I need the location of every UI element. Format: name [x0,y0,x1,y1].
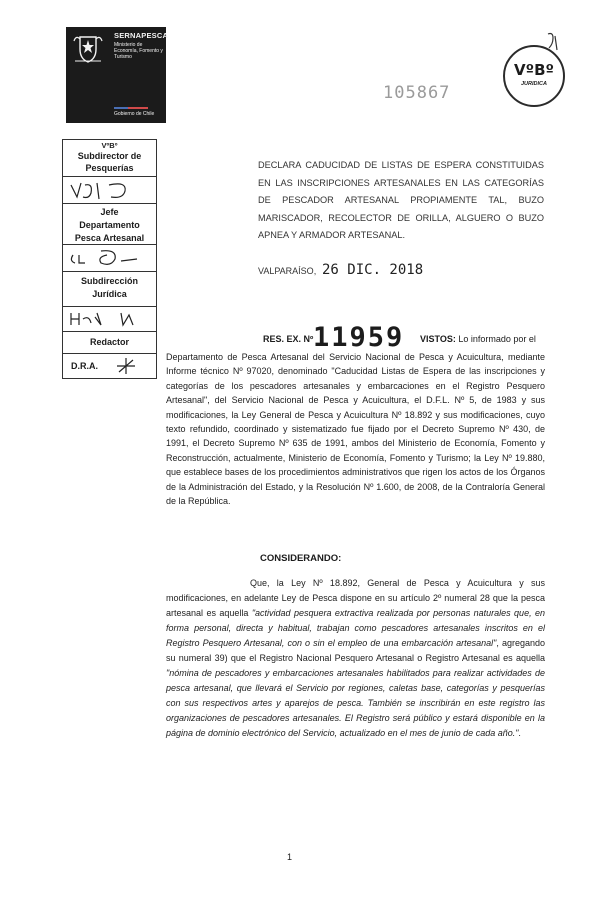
signature-row [63,245,156,272]
signature-row [63,307,156,332]
document-number: 105867 [383,83,451,103]
considerando-text-3: . [518,728,521,738]
signature-icon [113,356,139,376]
brand-name: SERNAPESCA [114,31,169,40]
approval-row-dra [63,354,156,378]
approval-label: Subdirector de Pesquerías [77,151,142,173]
approval-row-jefe [63,204,156,245]
vistos-first-text: Lo informado por el [458,334,536,344]
resolution-date: 26 DIC. 2018 [322,262,424,278]
government-label: Gobierno de Chile [114,111,155,117]
considerando-paragraph [166,576,545,741]
approval-table [62,139,157,379]
handwritten-mark-icon [545,30,561,52]
approval-row-juridica [63,272,156,307]
approval-label: Subdirección Jurídica [80,276,138,299]
flag-stripe-red [128,107,148,109]
vistos-heading: VISTOS: [420,334,456,344]
sernapesca-logo [66,27,169,123]
approval-row-redactor: Redactor [63,332,156,354]
signature-icon [67,179,147,201]
signature-icon [67,247,147,269]
approval-row-subdirector [63,140,156,177]
place-label: VALPARAÍSO, [258,266,317,276]
signature-row [63,177,156,204]
considerando-quote-2: "nómina de pescadores y embarcaciones artesanales habilitados para realizar actividades de pesca artesanal, que llevará el Servicio por regiones, caletas base, categorías y pesquerías con sus respectivos artes y aparejos de pesca. También se inscribirán en este registro las organizaciones de pescadores artesanales. El Registro será público y estará disponible en la página de dominio electrónico del Servicio, actualizado en el mes de junio de cada año." [166,668,545,738]
vistos-paragraph: Departamento de Pesca Artesanal del Servicio Nacional de Pesca y Acuicultura, mediante Informe técnico Nº 97020, denominado "Caducidad Listas de Espera de las inscripciones y categorías de los pescadores artesanales y embarcaciones en el Registro Pesquero Artesanal", del Servicio Nacional de Pesca y Acuicultura, el D.F.L. Nº 5, de 1983 y sus modificaciones, la Ley General de Pesca y Acuicultura Nº 18.892 y sus modificaciones, cuyo texto refundido, coordinado y sistematizado fue fijado por el Decreto Supremo Nº 430, de 1991, el Decreto Supremo Nº 635 de 1991, ambos del Ministerio de Economía, Fomento y Reconstrucción, actualmente, Ministerio de Economía, Fomento y Turismo; la Ley Nº 19.880, que establece bases de los procedimientos administrativos que rigen los actos de los Órganos de la Administración del Estado, y la Resolución Nº 1.600, de 2008, de la Contraloría General de la República. [166,352,545,507]
resolution-label: RES. EX. Nº [263,334,314,344]
resolution-title: DECLARA CADUCIDAD DE LISTAS DE ESPERA CONSTITUIDAS EN LAS INSCRIPCIONES ARTESANALES EN LAS CATEGORÍAS DE PESCADOR ARTESANAL PROPIAMENTE TAL, BUZO MARISCADOR, RECOLECTOR DE ORILLA, ALGUERO O BUZO APNEA Y ARMADOR ARTESANAL. [258,160,544,241]
flag-stripe-blue [114,107,128,109]
considerando-quote-1: "actividad pesquera extractiva realizada por personas naturales que, en forma personal, directa y habitual, trabajan como pescadores artesanales inscritos en el Registro Pesquero Artesanal, con o sin el empleo de una embarcación artesanal" [166,608,545,648]
ministry-name: Ministerio de Economía, Fomento y Turismo [114,42,163,60]
vistos-first-line [420,334,545,344]
considerando-text-1: Que, la Ley Nº 18.892, General de Pesca y Acuicultura y sus modificaciones, en adelante Ley de Pesca dispone en su artículo 2º numeral 28 que la pesca artesanal es aquella [166,578,545,618]
approval-stamp [503,45,565,107]
considerando-text-2: , agregando su numeral 39) que el Registro Nacional Pesquero Artesanal o Registro Artesanal es aquella [166,638,545,663]
stamp-vb: VºBº [514,61,554,79]
resolution-number: 11959 [313,322,405,353]
approval-label: D.R.A. [71,361,98,371]
stamp-unit: JURIDICA [521,81,547,87]
page-number: 1 [287,852,293,862]
signature-icon [67,309,147,329]
approval-header: VºBº [101,141,118,150]
considerando-heading: CONSIDERANDO: [260,553,342,564]
coat-of-arms-icon [70,31,106,65]
approval-label: Jefe Departamento Pesca Artesanal [74,207,145,243]
